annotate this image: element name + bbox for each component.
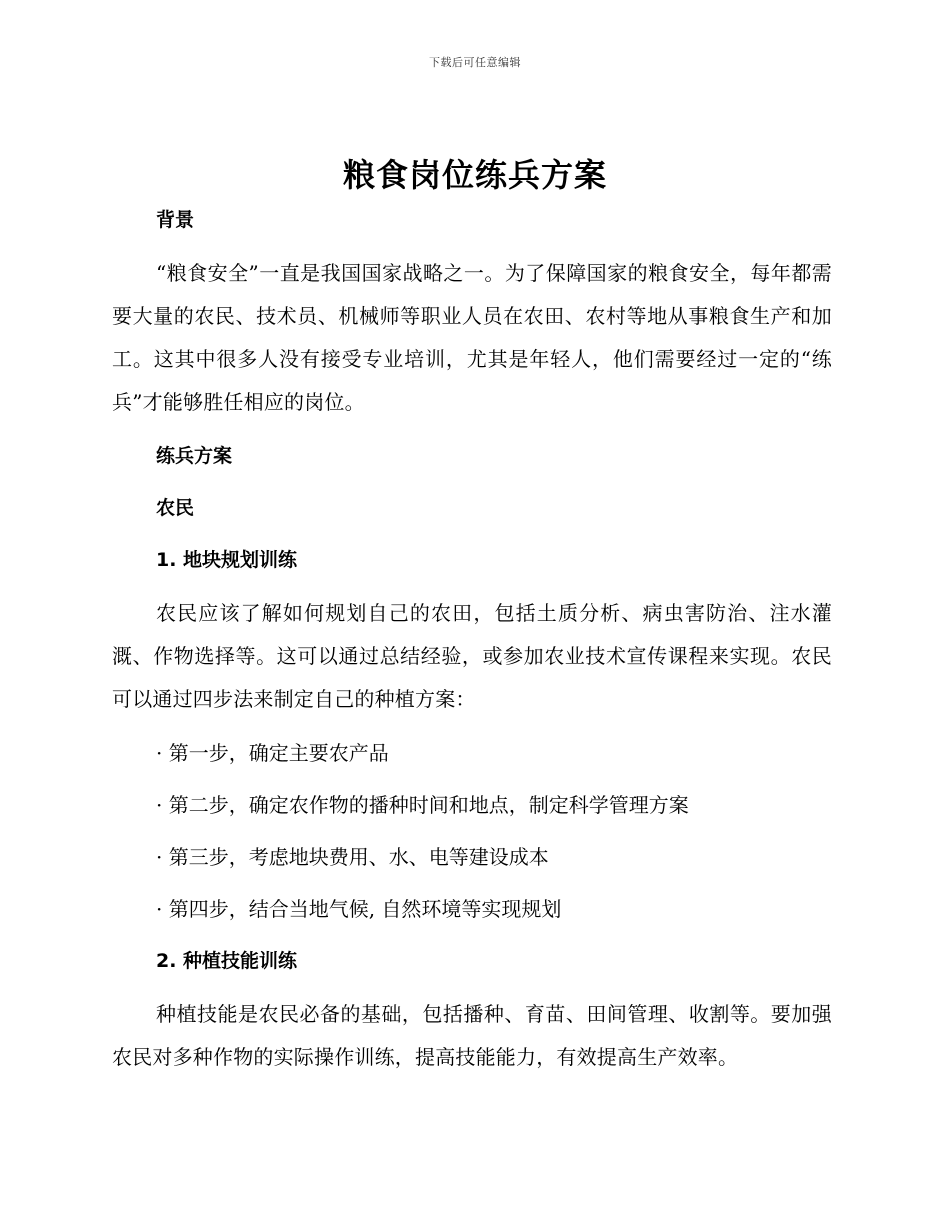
plan-heading: 练兵方案 [156, 445, 233, 467]
step-item: · 第四步，结合当地气候, 自然环境等实现规划 [156, 897, 562, 921]
background-heading: 背景 [156, 209, 195, 231]
item1-heading: 1. 地块规划训练 [156, 549, 298, 571]
header-note: 下载后可任意编辑 [429, 56, 521, 69]
document-title: 粮食岗位练兵方案 [342, 156, 607, 194]
background-paragraph: “粮食安全”一直是我国国家战略之一。为了保障国家的粮食安全，每年都需要大量的农民、技术员、机械师等职业人员在农田、农村等地从事粮食生产和加工。这其中很多人没有接受专业培训，尤其是年轻人，他们需要经过一定的“练兵”才能够胜任相应的岗位。 [112, 261, 832, 414]
item2-heading: 2. 种植技能训练 [156, 950, 298, 972]
document-body [112, 200, 832, 1079]
step-item: · 第一步，确定主要农产品 [156, 741, 389, 765]
step-item: · 第三步，考虑地块费用、水、电等建设成本 [156, 845, 549, 869]
item2-paragraph: 种植技能是农民必备的基础，包括播种、育苗、田间管理、收割等。要加强农民对多种作物的实际操作训练，提高技能能力，有效提高生产效率。 [112, 1002, 832, 1069]
farmer-heading: 农民 [156, 497, 195, 519]
step-item: · 第二步，确定农作物的播种时间和地点，制定科学管理方案 [156, 793, 689, 817]
item1-paragraph: 农民应该了解如何规划自己的农田，包括土质分析、病虫害防治、注水灌溉、作物选择等。这可以通过总结经验，或参加农业技术宣传课程来实现。农民可以通过四步法来制定自己的种植方案： [112, 601, 832, 711]
